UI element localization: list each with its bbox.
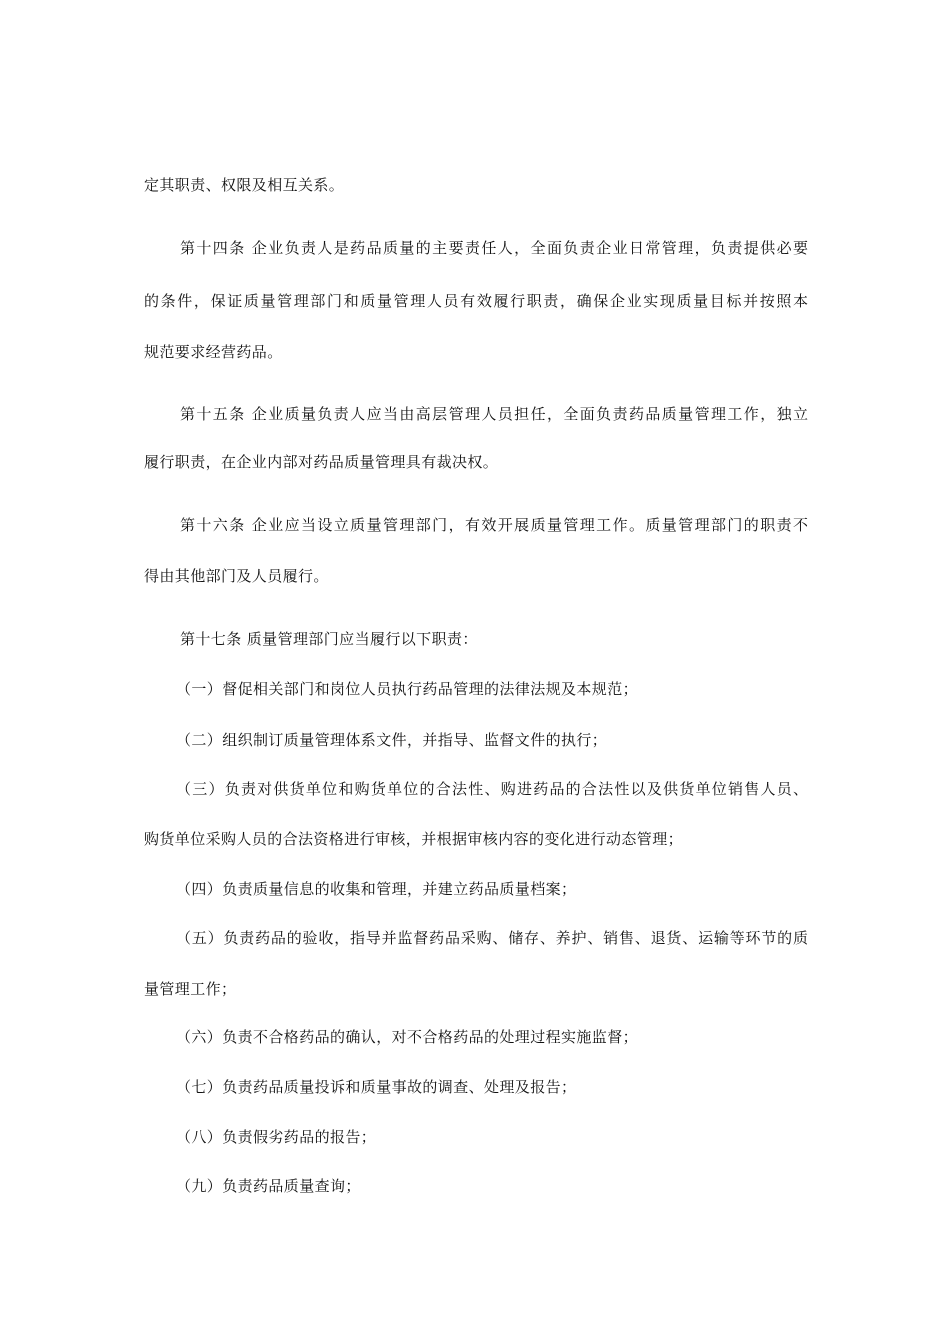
list-item-6: （六）负责不合格药品的确认，对不合格药品的处理过程实施监督； xyxy=(176,1028,639,1046)
article-15-line-1: 第十五条 企业质量负责人应当由高层管理人员担任，全面负责药品质量管理工作，独立 xyxy=(180,405,808,423)
list-item-3-line-1: （三）负责对供货单位和购货单位的合法性、购进药品的合法性以及供货单位销售人员、 xyxy=(176,780,808,798)
list-item-5-line-2: 量管理工作； xyxy=(144,980,237,998)
list-item-4: （四）负责质量信息的收集和管理，并建立药品质量档案； xyxy=(176,880,577,898)
article-14-line-2: 的条件，保证质量管理部门和质量管理人员有效履行职责，确保企业实现质量目标并按照本 xyxy=(144,292,808,310)
list-item-2: （二）组织制订质量管理体系文件，并指导、监督文件的执行； xyxy=(176,731,608,749)
article-17-heading: 第十七条 质量管理部门应当履行以下职责： xyxy=(180,630,478,648)
paragraph-line: 定其职责、权限及相互关系。 xyxy=(144,176,345,194)
article-14-line-3: 规范要求经营药品。 xyxy=(144,343,283,361)
list-item-8: （八）负责假劣药品的报告； xyxy=(176,1128,377,1146)
list-item-3-line-2: 购货单位采购人员的合法资格进行审核，并根据审核内容的变化进行动态管理； xyxy=(144,830,684,848)
article-16-line-2: 得由其他部门及人员履行。 xyxy=(144,567,329,585)
list-item-7: （七）负责药品质量投诉和质量事故的调查、处理及报告； xyxy=(176,1078,577,1096)
article-15-line-2: 履行职责，在企业内部对药品质量管理具有裁决权。 xyxy=(144,453,499,471)
list-item-1: （一）督促相关部门和岗位人员执行药品管理的法律法规及本规范； xyxy=(176,680,639,698)
list-item-5-line-1: （五）负责药品的验收，指导并监督药品采购、储存、养护、销售、退货、运输等环节的质 xyxy=(176,929,808,947)
list-item-9: （九）负责药品质量查询； xyxy=(176,1177,361,1195)
article-16-line-1: 第十六条 企业应当设立质量管理部门，有效开展质量管理工作。质量管理部门的职责不 xyxy=(180,516,808,534)
article-14-line-1: 第十四条 企业负责人是药品质量的主要责任人，全面负责企业日常管理，负责提供必要 xyxy=(180,239,808,257)
